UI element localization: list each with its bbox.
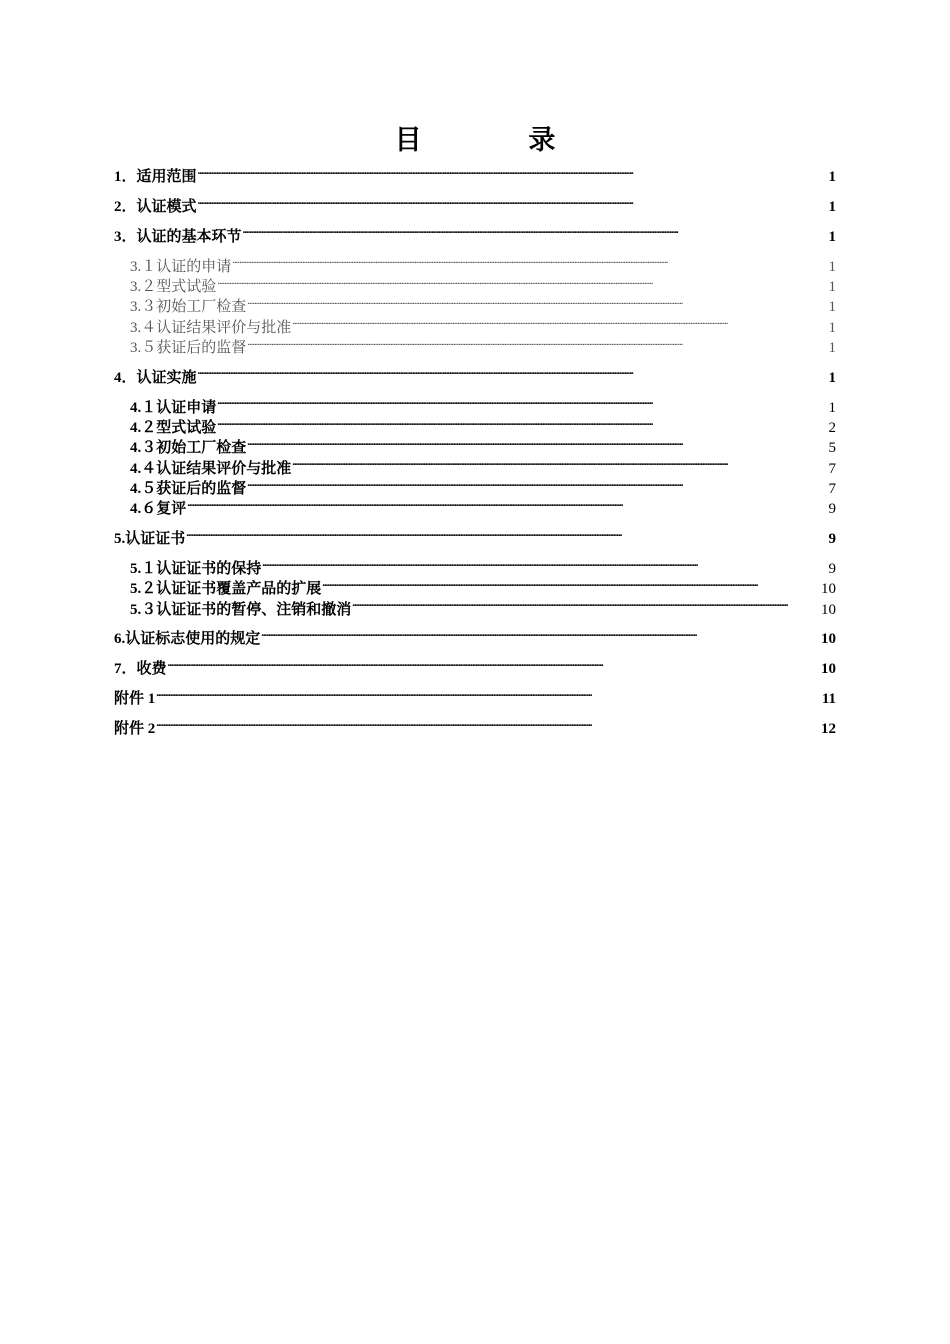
toc-leader <box>198 196 828 211</box>
toc-page-number: 9 <box>828 560 836 577</box>
toc-subentry[interactable] <box>114 337 836 357</box>
toc-subentry[interactable] <box>114 599 836 619</box>
toc-leader <box>217 397 827 412</box>
toc-page-number: 9 <box>828 501 836 518</box>
toc-page-number: 12 <box>821 721 836 738</box>
toc-page-number: 2 <box>828 419 836 436</box>
toc-entry-text: 4.１认证申请 <box>130 399 217 416</box>
toc-subentry[interactable] <box>114 458 836 478</box>
toc-leader <box>168 658 820 673</box>
toc-entry-text: 3．认证的基本环节 <box>114 228 242 245</box>
toc-entry[interactable] <box>114 166 836 186</box>
toc-page-number: 1 <box>828 228 836 245</box>
toc-entry[interactable] <box>114 718 836 738</box>
toc-page-number: 1 <box>828 198 836 215</box>
toc-entry-text: 3.２型式试验 <box>130 278 217 295</box>
toc-page-number: 7 <box>828 460 836 477</box>
toc-page-number: 10 <box>821 661 836 678</box>
toc-entry-text: 3.１认证的申请 <box>130 258 232 275</box>
toc-entry[interactable] <box>114 226 836 246</box>
toc-subentry[interactable] <box>114 296 836 316</box>
toc-leader <box>243 226 828 241</box>
toc-leader <box>156 688 821 703</box>
toc-entry[interactable] <box>114 658 836 678</box>
toc-page-number: 1 <box>828 258 836 275</box>
toc-page-number: 1 <box>828 299 836 316</box>
toc-leader <box>198 166 828 181</box>
toc-leader <box>322 578 820 593</box>
toc-subentry[interactable] <box>114 578 836 598</box>
toc-page-number: 9 <box>828 531 836 548</box>
toc-entry-text: 附件 1 <box>114 691 156 708</box>
toc-subentry[interactable] <box>114 276 836 296</box>
toc-entry-text: 5.认证证书 <box>114 531 186 548</box>
toc-entry[interactable] <box>114 528 836 548</box>
toc-subentry[interactable] <box>114 498 836 518</box>
toc-leader <box>247 337 827 352</box>
toc-entry-text: 4.５获证后的监督 <box>130 480 247 497</box>
toc-subentry[interactable] <box>114 478 836 498</box>
table-of-contents <box>114 166 836 738</box>
toc-page-number: 7 <box>828 480 836 497</box>
toc-leader <box>352 599 820 614</box>
toc-entry[interactable] <box>114 688 836 708</box>
toc-subentry[interactable] <box>114 558 836 578</box>
toc-subentry[interactable] <box>114 317 836 337</box>
toc-leader <box>292 317 827 332</box>
toc-subentry[interactable] <box>114 397 836 417</box>
toc-page-number: 10 <box>821 631 836 648</box>
toc-entry-text: 5.１认证证书的保持 <box>130 560 262 577</box>
toc-entry-text: 4.６复评 <box>130 501 187 518</box>
toc-page-number: 1 <box>828 169 836 185</box>
toc-leader <box>232 256 827 271</box>
toc-page-number: 1 <box>828 339 836 356</box>
toc-leader <box>217 417 827 432</box>
toc-page-number: 10 <box>821 601 836 618</box>
toc-leader <box>187 498 827 513</box>
toc-entry-text: 3.５获证后的监督 <box>130 339 247 356</box>
toc-entry[interactable] <box>114 628 836 648</box>
toc-entry-text: 4.４认证结果评价与批准 <box>130 460 292 477</box>
toc-subentry[interactable] <box>114 417 836 437</box>
toc-page-number: 1 <box>828 278 836 295</box>
toc-entry[interactable] <box>114 196 836 216</box>
toc-page-number: 1 <box>828 369 836 386</box>
toc-subentry[interactable] <box>114 437 836 457</box>
toc-entry-text: 5.３认证证书的暂停、注销和撤消 <box>130 601 352 618</box>
toc-leader <box>156 718 820 733</box>
toc-entry-text: 3.３初始工厂检查 <box>130 299 247 316</box>
toc-leader <box>247 478 827 493</box>
toc-leader <box>217 276 827 291</box>
toc-page-number: 10 <box>821 581 836 598</box>
toc-page-number: 1 <box>828 399 836 416</box>
toc-entry-text: 4.３初始工厂检查 <box>130 440 247 457</box>
toc-leader <box>292 458 827 473</box>
toc-entry-text: 5.２认证证书覆盖产品的扩展 <box>130 581 322 598</box>
toc-entry-text: 附件 2 <box>114 721 156 738</box>
toc-entry-text: 2．认证模式 <box>114 198 197 215</box>
toc-leader <box>186 528 827 543</box>
toc-page-number: 11 <box>821 691 836 708</box>
toc-leader <box>262 558 827 573</box>
toc-page-number: 5 <box>828 440 836 457</box>
toc-entry-text: 4．认证实施 <box>114 369 197 386</box>
toc-entry[interactable] <box>114 367 836 387</box>
toc-leader <box>247 296 827 311</box>
toc-subentry[interactable] <box>114 256 836 276</box>
toc-entry-text: 7．收费 <box>114 661 167 678</box>
toc-entry-text: 4.２型式试验 <box>130 419 217 436</box>
toc-leader <box>198 367 828 382</box>
toc-page-number: 1 <box>828 319 836 336</box>
toc-leader <box>261 628 820 643</box>
toc-entry-text: 6.认证标志使用的规定 <box>114 631 261 648</box>
toc-entry-text: 1．适用范围 <box>114 169 197 185</box>
toc-title: 目 录 <box>394 125 606 155</box>
toc-leader <box>247 437 827 452</box>
toc-entry-text: 3.４认证结果评价与批准 <box>130 319 292 336</box>
